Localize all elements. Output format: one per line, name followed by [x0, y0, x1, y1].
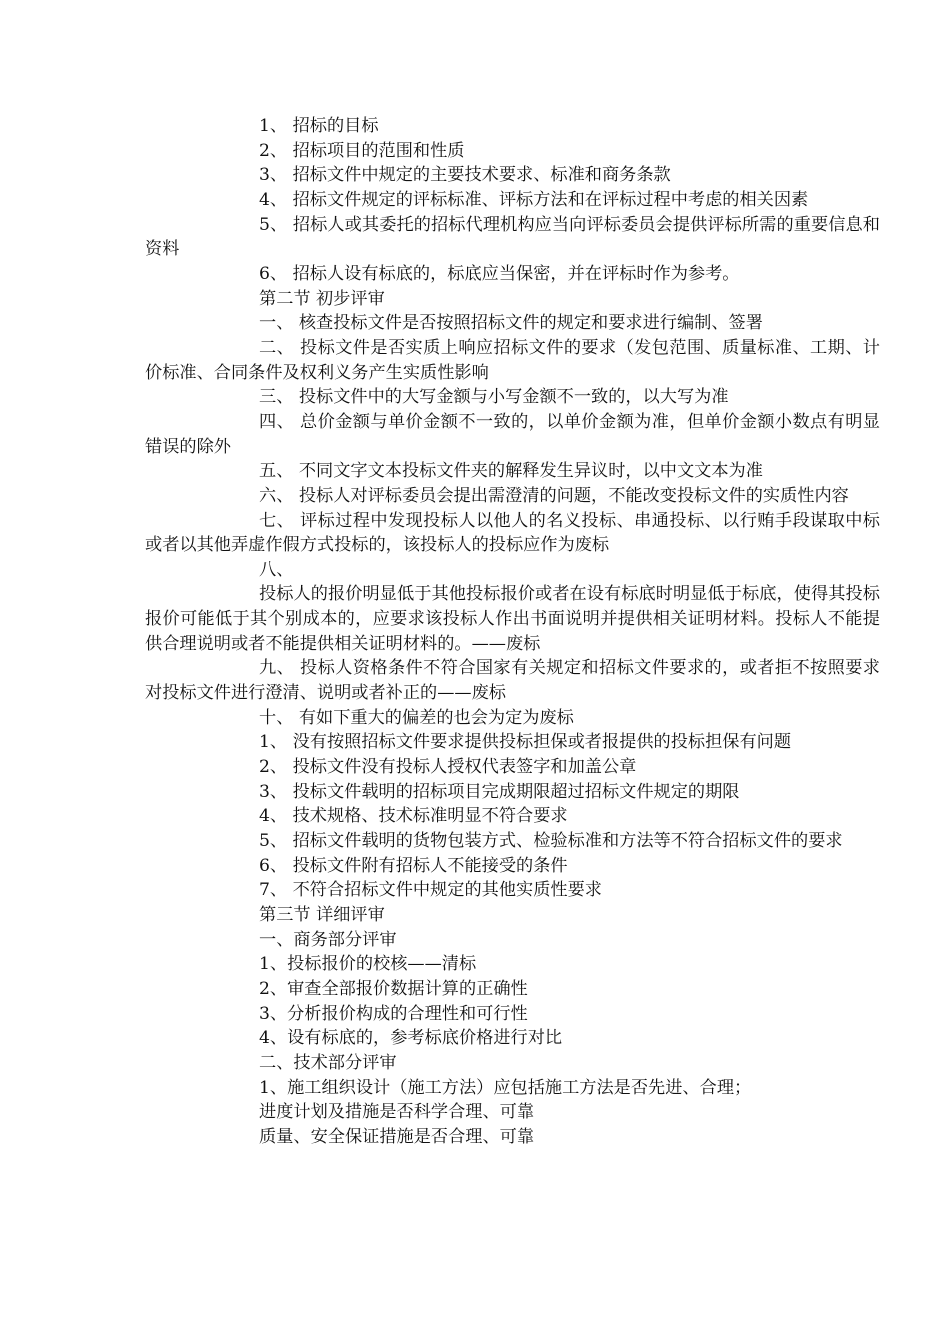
- paragraph: 3、 投标文件载明的招标项目完成期限超过招标文件规定的期限: [259, 781, 740, 802]
- paragraph: 2、 招标项目的范围和性质: [259, 140, 465, 161]
- paragraph: 4、设有标底的，参考标底价格进行对比: [259, 1028, 563, 1049]
- paragraph: 2、 投标文件没有投标人授权代表签字和加盖公章: [259, 757, 637, 778]
- paragraph: 进度计划及措施是否科学合理、可靠: [259, 1102, 535, 1123]
- paragraph: 2、审查全部报价数据计算的正确性: [259, 978, 528, 999]
- paragraph: 3、分析报价构成的合理性和可行性: [259, 1003, 528, 1024]
- paragraph: 九、 投标人资格条件不符合国家有关规定和招标文件要求的，或者拒不按照要求对投标文件进行澄清、说明或者补正的——废标: [145, 658, 880, 704]
- paragraph: 6、 投标文件附有招标人不能接受的条件: [259, 855, 568, 876]
- document-body: [145, 114, 880, 1150]
- paragraph: 5、 招标文件载明的货物包装方式、检验标准和方法等不符合招标文件的要求: [259, 831, 843, 852]
- paragraph: 1、施工组织设计（施工方法）应包括施工方法是否先进、合理；: [259, 1077, 752, 1098]
- paragraph: 6、 招标人设有标底的，标底应当保密，并在评标时作为参考。: [259, 263, 740, 284]
- paragraph: 1、投标报价的校核——清标: [259, 954, 477, 975]
- paragraph: 质量、安全保证措施是否合理、可靠: [259, 1126, 535, 1147]
- paragraph: 投标人的报价明显低于其他投标报价或者在设有标底时明显低于标底，使得其投标报价可能低于其个别成本的，应要求该投标人作出书面说明并提供相关证明材料。投标人不能提供合理说明或者不能提供相关证明材料的。——废标: [145, 584, 880, 654]
- paragraph: 一、商务部分评审: [259, 929, 397, 950]
- paragraph: 第二节 初步评审: [259, 288, 385, 309]
- paragraph: 六、 投标人对评标委员会提出需澄清的问题，不能改变投标文件的实质性内容: [259, 485, 849, 506]
- paragraph: 四、 总价金额与单价金额不一致的，以单价金额为准，但单价金额小数点有明显错误的除外: [145, 411, 880, 457]
- paragraph: 7、 不符合招标文件中规定的其他实质性要求: [259, 880, 602, 901]
- paragraph: 七、 评标过程中发现投标人以他人的名义投标、串通投标、以行贿手段谋取中标或者以其他弄虚作假方式投标的，该投标人的投标应作为废标: [145, 510, 880, 556]
- paragraph: 二、技术部分评审: [259, 1052, 397, 1073]
- paragraph: 第三节 详细评审: [259, 905, 385, 925]
- paragraph: 八、: [259, 559, 294, 580]
- paragraph: 3、 招标文件中规定的主要技术要求、标准和商务条款: [259, 165, 671, 186]
- paragraph: 5、 招标人或其委托的招标代理机构应当向评标委员会提供评标所需的重要信息和资料: [145, 214, 880, 260]
- paragraph: 4、 招标文件规定的评标标准、评标方法和在评标过程中考虑的相关因素: [259, 189, 809, 210]
- paragraph: 4、 技术规格、技术标准明显不符合要求: [259, 806, 568, 827]
- paragraph: 1、 没有按照招标文件要求提供投标担保或者报提供的投标担保有问题: [259, 732, 792, 753]
- paragraph: 五、 不同文字文本投标文件夹的解释发生异议时，以中文文本为准: [259, 461, 763, 482]
- paragraph: 二、 投标文件是否实质上响应招标文件的要求（发包范围、质量标准、工期、计价标准、合同条件及权利义务产生实质性影响: [145, 337, 880, 383]
- paragraph: 一、 核查投标文件是否按照招标文件的规定和要求进行编制、签署: [259, 313, 763, 334]
- paragraph: 1、 招标的目标: [259, 116, 379, 136]
- paragraph: 十、 有如下重大的偏差的也会为定为废标: [259, 707, 574, 728]
- paragraph: 三、 投标文件中的大写金额与小写金额不一致的，以大写为准: [259, 387, 729, 408]
